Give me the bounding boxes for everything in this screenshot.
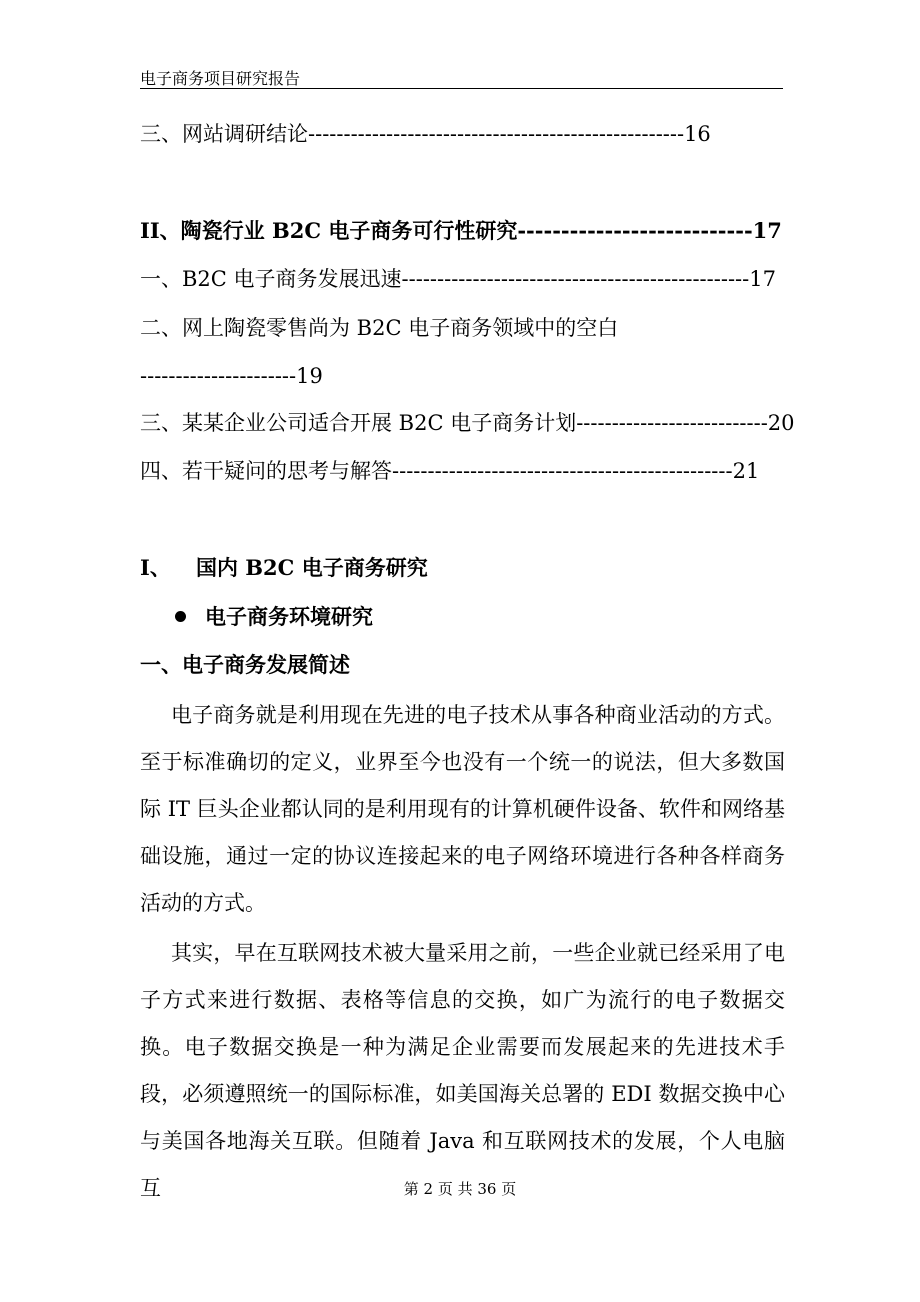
toc-entry-online-ceramics-gap-page[interactable]: ----------------------19 xyxy=(140,364,323,388)
section-heading: 国内 B2C 电子商务研究 xyxy=(196,555,428,580)
toc-entry-b2c-growth[interactable]: 一、B2C 电子商务发展迅速-------------------------------------------------17 xyxy=(140,267,776,291)
header-rule xyxy=(140,88,783,89)
body-paragraph-1: 电子商务就是利用现在先进的电子技术从事各种商业活动的方式。至于标准确切的定义，业界至今也没有一个统一的说法，但大多数国际 IT 巨头企业都认同的是利用现有的计算机硬件设备、软件和网络基础设施，通过一定的协议连接起来的电子网络环境进行各种各样商务活动的方式。 xyxy=(140,703,785,915)
bullet-icon xyxy=(175,611,186,622)
section-number: I、 xyxy=(140,555,171,580)
toc-entry-online-ceramics-gap[interactable]: 二、网上陶瓷零售尚为 B2C 电子商务领域中的空白 xyxy=(140,316,619,340)
subsection-heading: 一、电子商务发展简述 xyxy=(140,652,350,677)
page-footer: 第 2 页 共 36 页 xyxy=(403,1180,517,1198)
toc-entry-questions-answers[interactable]: 四、若干疑问的思考与解答------------------------------------------------21 xyxy=(140,459,760,483)
running-header: 电子商务项目研究报告 xyxy=(140,69,301,88)
toc-section-ceramics-b2c-feasibility[interactable]: II、陶瓷行业 B2C 电子商务可行性研究---------------------------17 xyxy=(140,218,782,243)
body-paragraph-2: 其实，早在互联网技术被大量采用之前，一些企业就已经采用了电子方式来进行数据、表格等信息的交换，如广为流行的电子数据交换。电子数据交换是一种为满足企业需要而发展起来的先进技术手段，必须遵照统一的国际标准，如美国海关总署的 EDI 数据交换中心与美国各地海关互联。但随着 Java 和互联网技术的发展，个人电脑互 xyxy=(140,941,785,1200)
bullet-heading: 电子商务环境研究 xyxy=(205,604,373,629)
toc-entry-company-suitability[interactable]: 三、某某企业公司适合开展 B2C 电子商务计划---------------------------20 xyxy=(140,411,795,435)
toc-entry-website-conclusion[interactable]: 三、网站调研结论-----------------------------------------------------16 xyxy=(140,122,711,146)
